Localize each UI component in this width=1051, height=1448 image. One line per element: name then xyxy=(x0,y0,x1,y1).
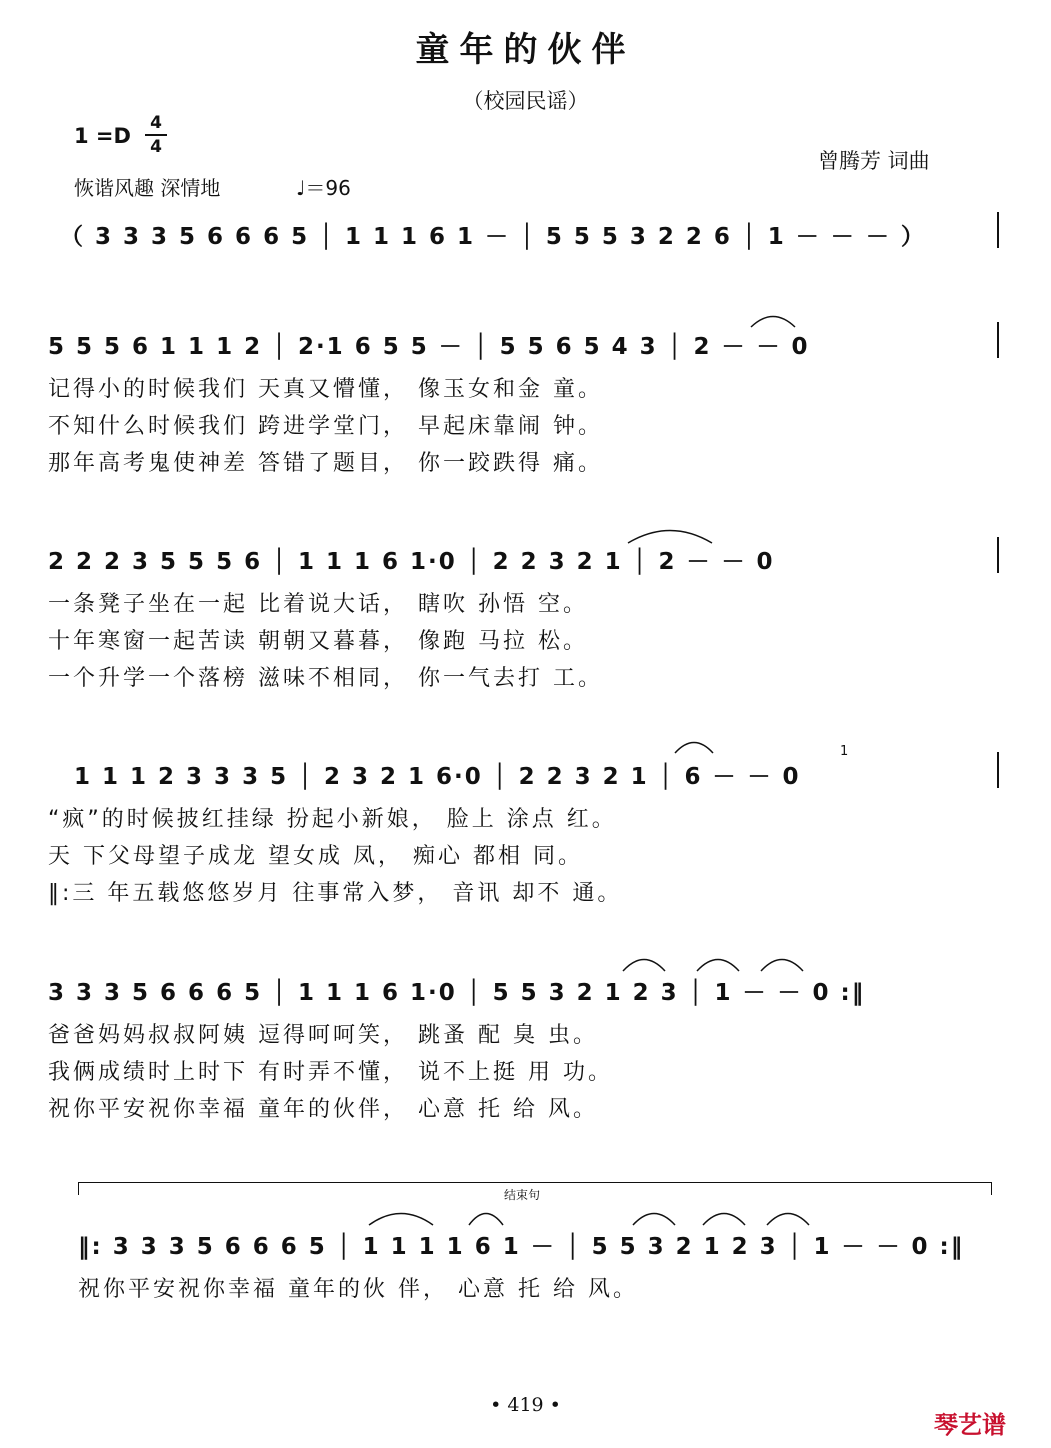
time-signature-top: 4 xyxy=(150,113,162,133)
lyric-verse-2: 天 下父母望子成龙 望女成 凤， 痴心 都相 同。 xyxy=(48,844,583,869)
lyric-verse-3: 一个升学一个落榜 滋味不相同， 你一气去打 工。 xyxy=(48,666,603,691)
lyric-verse-1: “疯”的时候披红挂绿 扮起小新娘， 脸上 涂点 红。 xyxy=(48,807,617,832)
author-credit: 曾腾芳 词曲 xyxy=(818,149,930,173)
song-title: 童年的伙伴 xyxy=(415,30,636,70)
page-number: • 419 • xyxy=(490,1394,561,1416)
slur-mark xyxy=(620,952,668,974)
slur-mark xyxy=(748,310,798,330)
slur-mark xyxy=(630,1206,678,1228)
score-line-3-lyrics xyxy=(48,587,603,692)
score-line-4-notes: 1 1 1 2 3 3 3 5 │ 2 3 2 1 6·0 │ 2 2 3 2 1 │ 6 － － 0 xyxy=(74,764,801,790)
lyric-verse-1: 爸爸妈妈叔叔阿姨 逗得呵呵笑， 跳蚤 配 臭 虫。 xyxy=(48,1023,598,1048)
song-subtitle: （校园民谣） xyxy=(462,89,589,113)
barline xyxy=(997,322,999,358)
slur-mark xyxy=(366,1206,436,1228)
slur-mark xyxy=(764,1206,812,1228)
lyric-verse-3: 祝你平安祝你幸福 童年的伙伴， 心意 托 给 风。 xyxy=(48,1097,598,1122)
lyric-verse-3: 那年高考鬼使神差 答错了题目， 你一跤跌得 痛。 xyxy=(48,451,603,476)
performance-style: 恢谐风趣 深情地 xyxy=(74,176,221,200)
lyric-verse-2: 不知什么时候我们 跨进学堂门， 早起床靠闹 钟。 xyxy=(48,414,603,439)
lyric-verse-1: 记得小的时候我们 天真又懵懂， 像玉女和金 童。 xyxy=(48,377,603,402)
slur-mark xyxy=(758,952,806,974)
score-line-6-notes: ‖: 3 3 3 5 6 6 6 5 │ 1 1 1 1 6 1 － │ 5 5 3 2 1 2 3 │ 1 － － 0 :‖ xyxy=(78,1234,965,1260)
lyric-verse-2: 十年寒窗一起苦读 朝朝又暮暮， 像跑 马拉 松。 xyxy=(48,629,588,654)
time-signature-bottom: 4 xyxy=(145,134,167,158)
barline xyxy=(997,537,999,573)
slur-mark xyxy=(700,1206,748,1228)
barline xyxy=(997,212,999,248)
key-signature: 1 =D xyxy=(74,124,131,148)
slur-mark xyxy=(694,952,742,974)
tempo-marking: ♩＝96 xyxy=(296,176,351,200)
lyric-verse-3: ‖:三 年五载悠悠岁月 往事常入梦， 音讯 却不 通。 xyxy=(48,881,623,906)
score-line-2-lyrics xyxy=(48,372,603,477)
slur-mark xyxy=(672,736,716,756)
lyric-verse-1: 祝你平安祝你幸福 童年的伙 伴， 心意 托 给 风。 xyxy=(78,1277,638,1302)
score-line-2-notes: 5 5 5 6 1 1 1 2 │ 2·1 6 5 5 － │ 5 5 6 5 4 3 │ 2 － － 0 xyxy=(48,334,810,360)
time-signature xyxy=(145,112,167,158)
volta-bracket: 1 xyxy=(840,744,849,759)
score-line-5-lyrics xyxy=(48,1018,613,1123)
score-line-5-notes: 3 3 3 5 6 6 6 5 │ 1 1 1 6 1·0 │ 5 5 3 2 1 2 3 │ 1 － － 0 :‖ xyxy=(48,980,866,1006)
lyric-verse-2: 我俩成绩时上时下 有时弄不懂， 说不上挺 用 功。 xyxy=(48,1060,613,1085)
score-line-1-notes: （ 3 3 3 5 6 6 6 5 │ 1 1 1 6 1 － │ 5 5 5 3 2 2 6 │ 1 － － － ） xyxy=(60,224,926,250)
barline xyxy=(997,752,999,788)
slur-mark xyxy=(466,1206,506,1228)
score-line-3-notes: 2 2 2 3 5 5 5 6 │ 1 1 1 6 1·0 │ 2 2 3 2 1 │ 2 － － 0 xyxy=(48,549,775,575)
lyric-verse-1: 一条凳子坐在一起 比着说大话， 瞎吹 孙悟 空。 xyxy=(48,592,588,617)
watermark-logo: 琴艺谱 xyxy=(934,1411,1006,1439)
score-line-4-lyrics xyxy=(48,802,622,907)
ending-label: 结束句 xyxy=(500,1186,544,1203)
score-line-6-lyrics xyxy=(78,1272,638,1303)
